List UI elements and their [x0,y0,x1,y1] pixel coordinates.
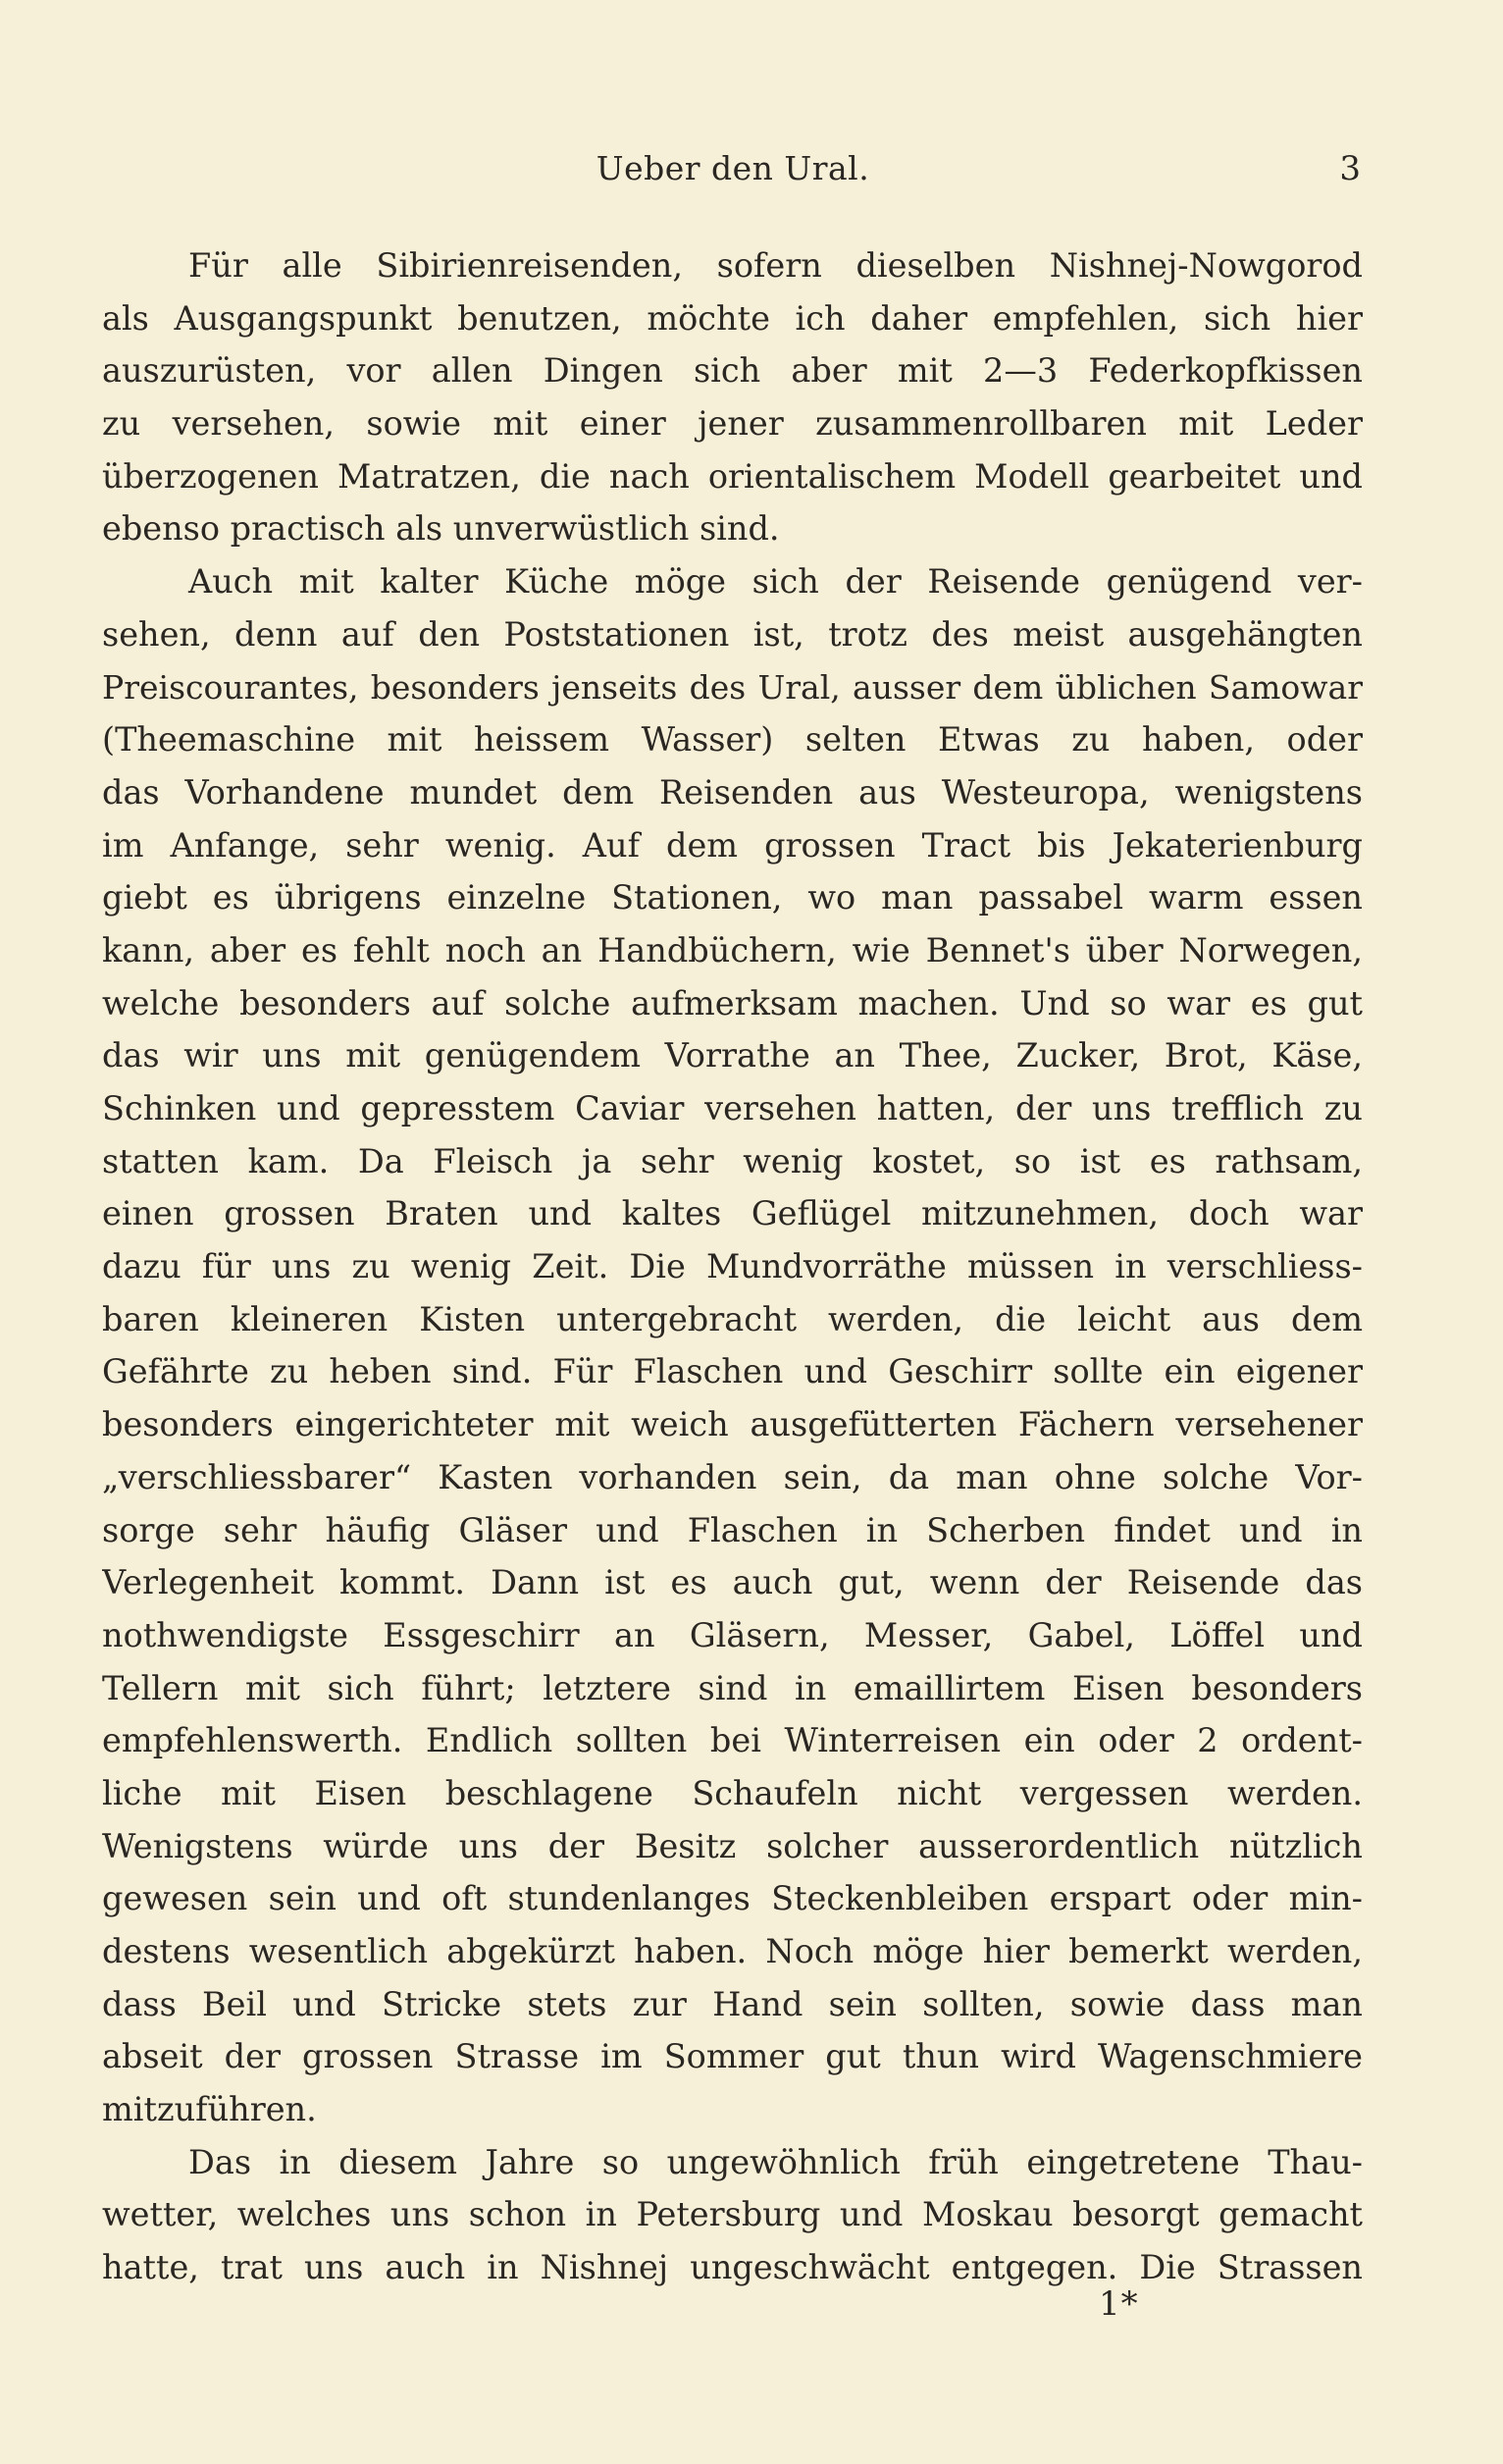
text-line: gewesen sein und oft stundenlanges Steckenbleiben erspart oder min- [102,1879,1363,1918]
text-line: sehen, denn auf den Poststationen ist, trotz des meist ausgehängten [102,614,1363,654]
text-line: welche besonders auf solche aufmerksam machen. Und so war es gut [102,983,1363,1022]
text-line: statten kam. Da Fleisch ja sehr wenig kostet, so ist es rathsam, [102,1141,1363,1180]
text-line: im Anfange, sehr wenig. Auf dem grossen Tract bis Jekaterienburg [102,825,1363,865]
text-line: „verschliessbarer“ Kasten vorhanden sein, da man ohne solche Vor- [102,1457,1363,1496]
text-line: Das in diesem Jahre so ungewöhnlich früh eingetretene Thau- [188,2142,1363,2181]
text-line: Wenigstens würde uns der Besitz solcher ausserordentlich nützlich [102,1826,1363,1865]
text-line: (Theemaschine mit heissem Wasser) selten Etwas zu haben, oder [102,720,1363,760]
text-line: das Vorhandene mundet dem Reisenden aus Westeuropa, wenigstens [102,772,1363,812]
text-line: einen grossen Braten und kaltes Geflügel mitzunehmen, doch war [102,1194,1363,1233]
text-line: zu versehen, sowie mit einer jener zusammenrollbaren mit Leder [102,404,1363,444]
text-line: dazu für uns zu wenig Zeit. Die Mundvorräthe müssen in verschliess- [102,1247,1363,1286]
text-line: Für alle Sibirienreisenden, sofern dieselben Nishnej-Nowgorod [188,246,1363,285]
signature-mark: 1* [1099,2284,1139,2324]
text-line: Preiscourantes, besonders jenseits des Ural, ausser dem üblichen Samowar [102,667,1363,707]
text-line: kann, aber es fehlt noch an Handbüchern, wie Bennet's über Norwegen, [102,930,1363,970]
text-line: hatte, trat uns auch in Nishnej ungeschwächt entgegen. Die Strassen [102,2248,1363,2287]
text-line: das wir uns mit genügendem Vorrathe an Thee, Zucker, Brot, Käse, [102,1036,1363,1075]
text-line: besonders eingerichteter mit weich ausgefütterten Fächern versehener [102,1405,1363,1444]
text-line: Auch mit kalter Küche möge sich der Reisende genügend ver- [188,562,1363,602]
text-line: dass Beil und Stricke stets zur Hand sein sollten, sowie dass man [102,1984,1363,2023]
running-title: Ueber den Ural. [596,149,870,187]
text-line: ebenso practisch als unverwüstlich sind. [102,509,780,549]
text-line: sorge sehr häufig Gläser und Flaschen in Scherben findet und in [102,1510,1363,1549]
text-line: Verlegenheit kommt. Dann ist es auch gut, wenn der Reisende das [102,1563,1363,1602]
text-line: nothwendigste Essgeschirr an Gläsern, Messer, Gabel, Löffel und [102,1615,1363,1654]
text-line: Gefährte zu heben sind. Für Flaschen und Geschirr sollte ein eigener [102,1352,1363,1391]
page-number: 3 [1339,149,1361,188]
text-line: als Ausgangspunkt benutzen, möchte ich daher empfehlen, sich hier [102,298,1363,338]
running-head [105,149,1361,198]
text-line: wetter, welches uns schon in Petersburg und Moskau besorgt gemacht [102,2195,1363,2234]
text-line: auszurüsten, vor allen Dingen sich aber mit 2—3 Federkopfkissen [102,351,1363,391]
text-line: abseit der grossen Strasse im Sommer gut thun wird Wagenschmiere [102,2037,1363,2076]
text-line: giebt es übrigens einzelne Stationen, wo man passabel warm essen [102,878,1363,917]
text-line: empfehlenswerth. Endlich sollten bei Winterreisen ein oder 2 ordent- [102,1721,1363,1760]
text-line: baren kleineren Kisten untergebracht werden, die leicht aus dem [102,1299,1363,1338]
text-line: destens wesentlich abgekürzt haben. Noch möge hier bemerkt werden, [102,1932,1363,1970]
text-line: Tellern mit sich führt; letztere sind in emaillirtem Eisen besonders [102,1668,1363,1707]
text-line: liche mit Eisen beschlagene Schaufeln nicht vergessen werden. [102,1773,1363,1812]
text-line: mitzuführen. [102,2090,317,2129]
text-line: überzogenen Matratzen, die nach orientalischem Modell gearbeitet und [102,456,1363,496]
text-line: Schinken und gepresstem Caviar versehen hatten, der uns trefflich zu [102,1089,1363,1127]
body-text [102,239,1363,2294]
